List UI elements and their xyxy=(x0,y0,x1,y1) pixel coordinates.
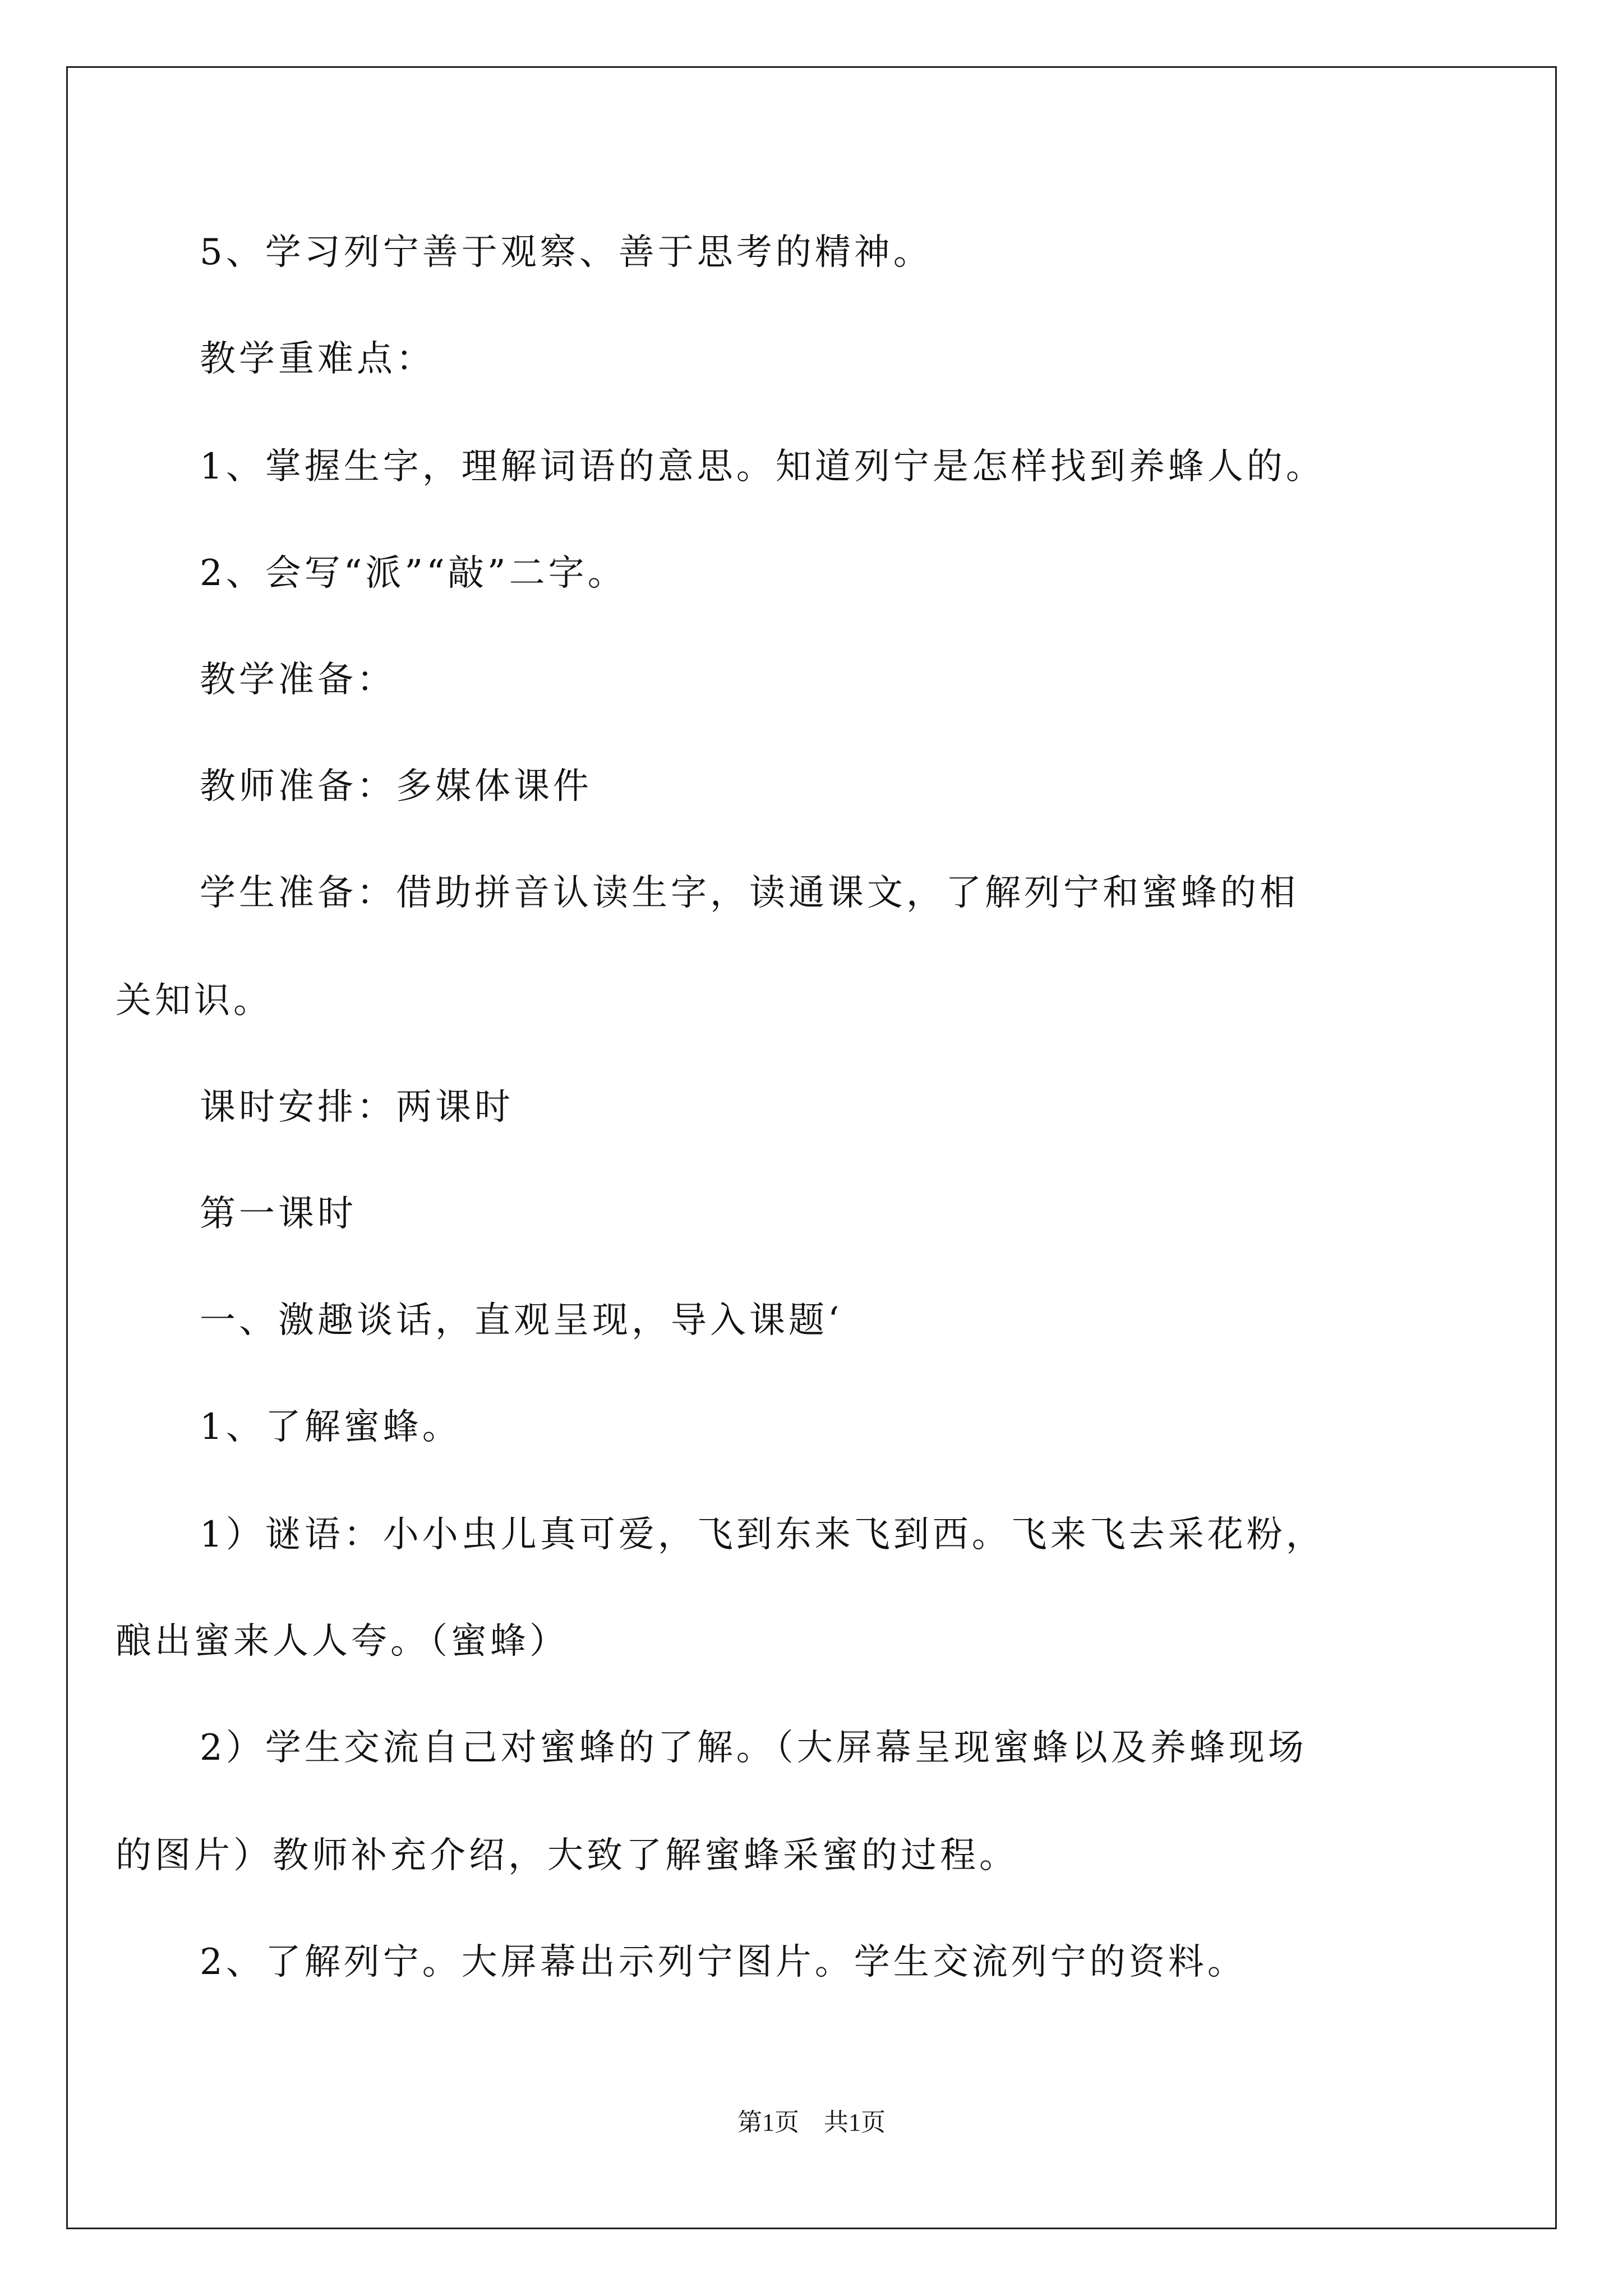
paragraph-line-7: 学生准备：借助拼音认读生字，读通课文，了解列宁和蜜蜂的相 xyxy=(200,872,1299,914)
paragraph-line-14: 酿出蜜来人人夸。（蜜蜂） xyxy=(116,1621,569,1662)
page-frame xyxy=(66,66,1557,2229)
paragraph-line-12: 1、了解蜜蜂。 xyxy=(200,1406,462,1448)
paragraph-line-5: 教学准备： xyxy=(200,659,396,701)
paragraph-line-13: 1）谜语：小小虫儿真可爱，飞到东来飞到西。飞来飞去采花粉， xyxy=(200,1514,1325,1556)
paragraph-line-16: 的图片）教师补充介绍，大致了解蜜蜂采蜜的过程。 xyxy=(116,1835,1018,1876)
paragraph-line-1: 5、学习列宁善于观察、善于思考的精神。 xyxy=(200,232,933,273)
paragraph-line-4: 2、会写“派”“敲”二字。 xyxy=(200,553,627,594)
paragraph-line-8: 关知识。 xyxy=(116,980,273,1022)
page-footer: 第1页 共1页 xyxy=(737,2109,886,2136)
paragraph-line-9: 课时安排：两课时 xyxy=(200,1087,514,1128)
paragraph-line-10: 第一课时 xyxy=(200,1193,357,1235)
paragraph-line-11: 一、激趣谈话，直观呈现，导入课题‘ xyxy=(200,1300,843,1341)
paragraph-line-3: 1、掌握生字，理解词语的意思。知道列宁是怎样找到养蜂人的。 xyxy=(200,446,1325,487)
paragraph-line-15: 2）学生交流自己对蜜蜂的了解。（大屏幕呈现蜜蜂以及养蜂现场 xyxy=(200,1727,1307,1769)
paragraph-line-2: 教学重难点： xyxy=(200,338,435,380)
paragraph-line-6: 教师准备：多媒体课件 xyxy=(200,766,592,807)
paragraph-line-17: 2、了解列宁。大屏幕出示列宁图片。学生交流列宁的资料。 xyxy=(200,1941,1247,1983)
